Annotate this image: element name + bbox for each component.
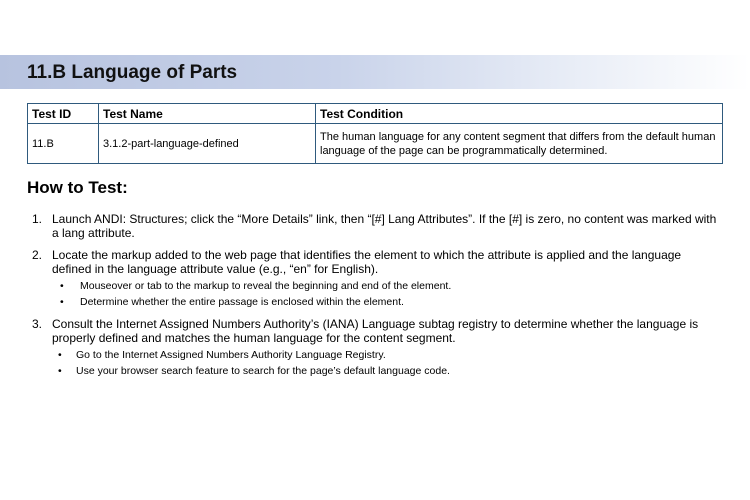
step-2-bullets: [52, 280, 722, 309]
bullet-icon: •: [60, 296, 64, 308]
list-item: [52, 280, 722, 293]
step-number: 1.: [32, 212, 43, 226]
step-2: [32, 248, 722, 309]
step-text: Locate the markup added to the web page that identifies the element to which the attribute is applied and the language defined in the language attribute value (e.g., “en” for English).: [52, 248, 682, 276]
bullet-icon: •: [60, 280, 64, 292]
step-1: [32, 212, 722, 240]
cell-test-name: 3.1.2-part-language-defined: [99, 124, 316, 164]
how-to-heading: How to Test:: [27, 178, 128, 197]
step-3-bullets: [52, 349, 722, 378]
list-item: [52, 296, 722, 309]
step-number: 3.: [32, 317, 43, 331]
step-number: 2.: [32, 248, 43, 262]
list-item: [52, 349, 722, 362]
steps-list: [32, 212, 722, 386]
table-header-row: [28, 104, 723, 124]
column-header-test-name: Test Name: [99, 104, 316, 124]
bullet-icon: •: [58, 365, 62, 377]
test-table: [27, 103, 723, 164]
page-title: 11.B Language of Parts: [27, 62, 238, 83]
table-row: [28, 124, 723, 164]
cell-test-id: 11.B: [28, 124, 99, 164]
step-text: Consult the Internet Assigned Numbers Authority’s (IANA) Language subtag registry to determine whether the language is properly defined and matches the human language for the content segment.: [52, 317, 699, 345]
bullet-text: Use your browser search feature to search for the page’s default language code.: [76, 365, 450, 377]
step-3: [32, 317, 722, 378]
list-item: [52, 365, 722, 378]
bullet-icon: •: [58, 349, 62, 361]
bullet-text: Go to the Internet Assigned Numbers Authority Language Registry.: [76, 349, 386, 361]
bullet-text: Mouseover or tab to the markup to reveal the beginning and end of the element.: [80, 280, 452, 292]
bullet-text: Determine whether the entire passage is enclosed within the element.: [80, 296, 404, 308]
cell-test-condition: The human language for any content segment that differs from the default human language of the page can be programmatically determined.: [316, 124, 723, 164]
title-bar: [0, 55, 750, 89]
step-text: Launch ANDI: Structures; click the “More Details” link, then “[#] Lang Attributes”. If the [#] is zero, no content was marked with a lang attribute.: [52, 212, 717, 240]
column-header-test-condition: Test Condition: [316, 104, 723, 124]
column-header-test-id: Test ID: [28, 104, 99, 124]
